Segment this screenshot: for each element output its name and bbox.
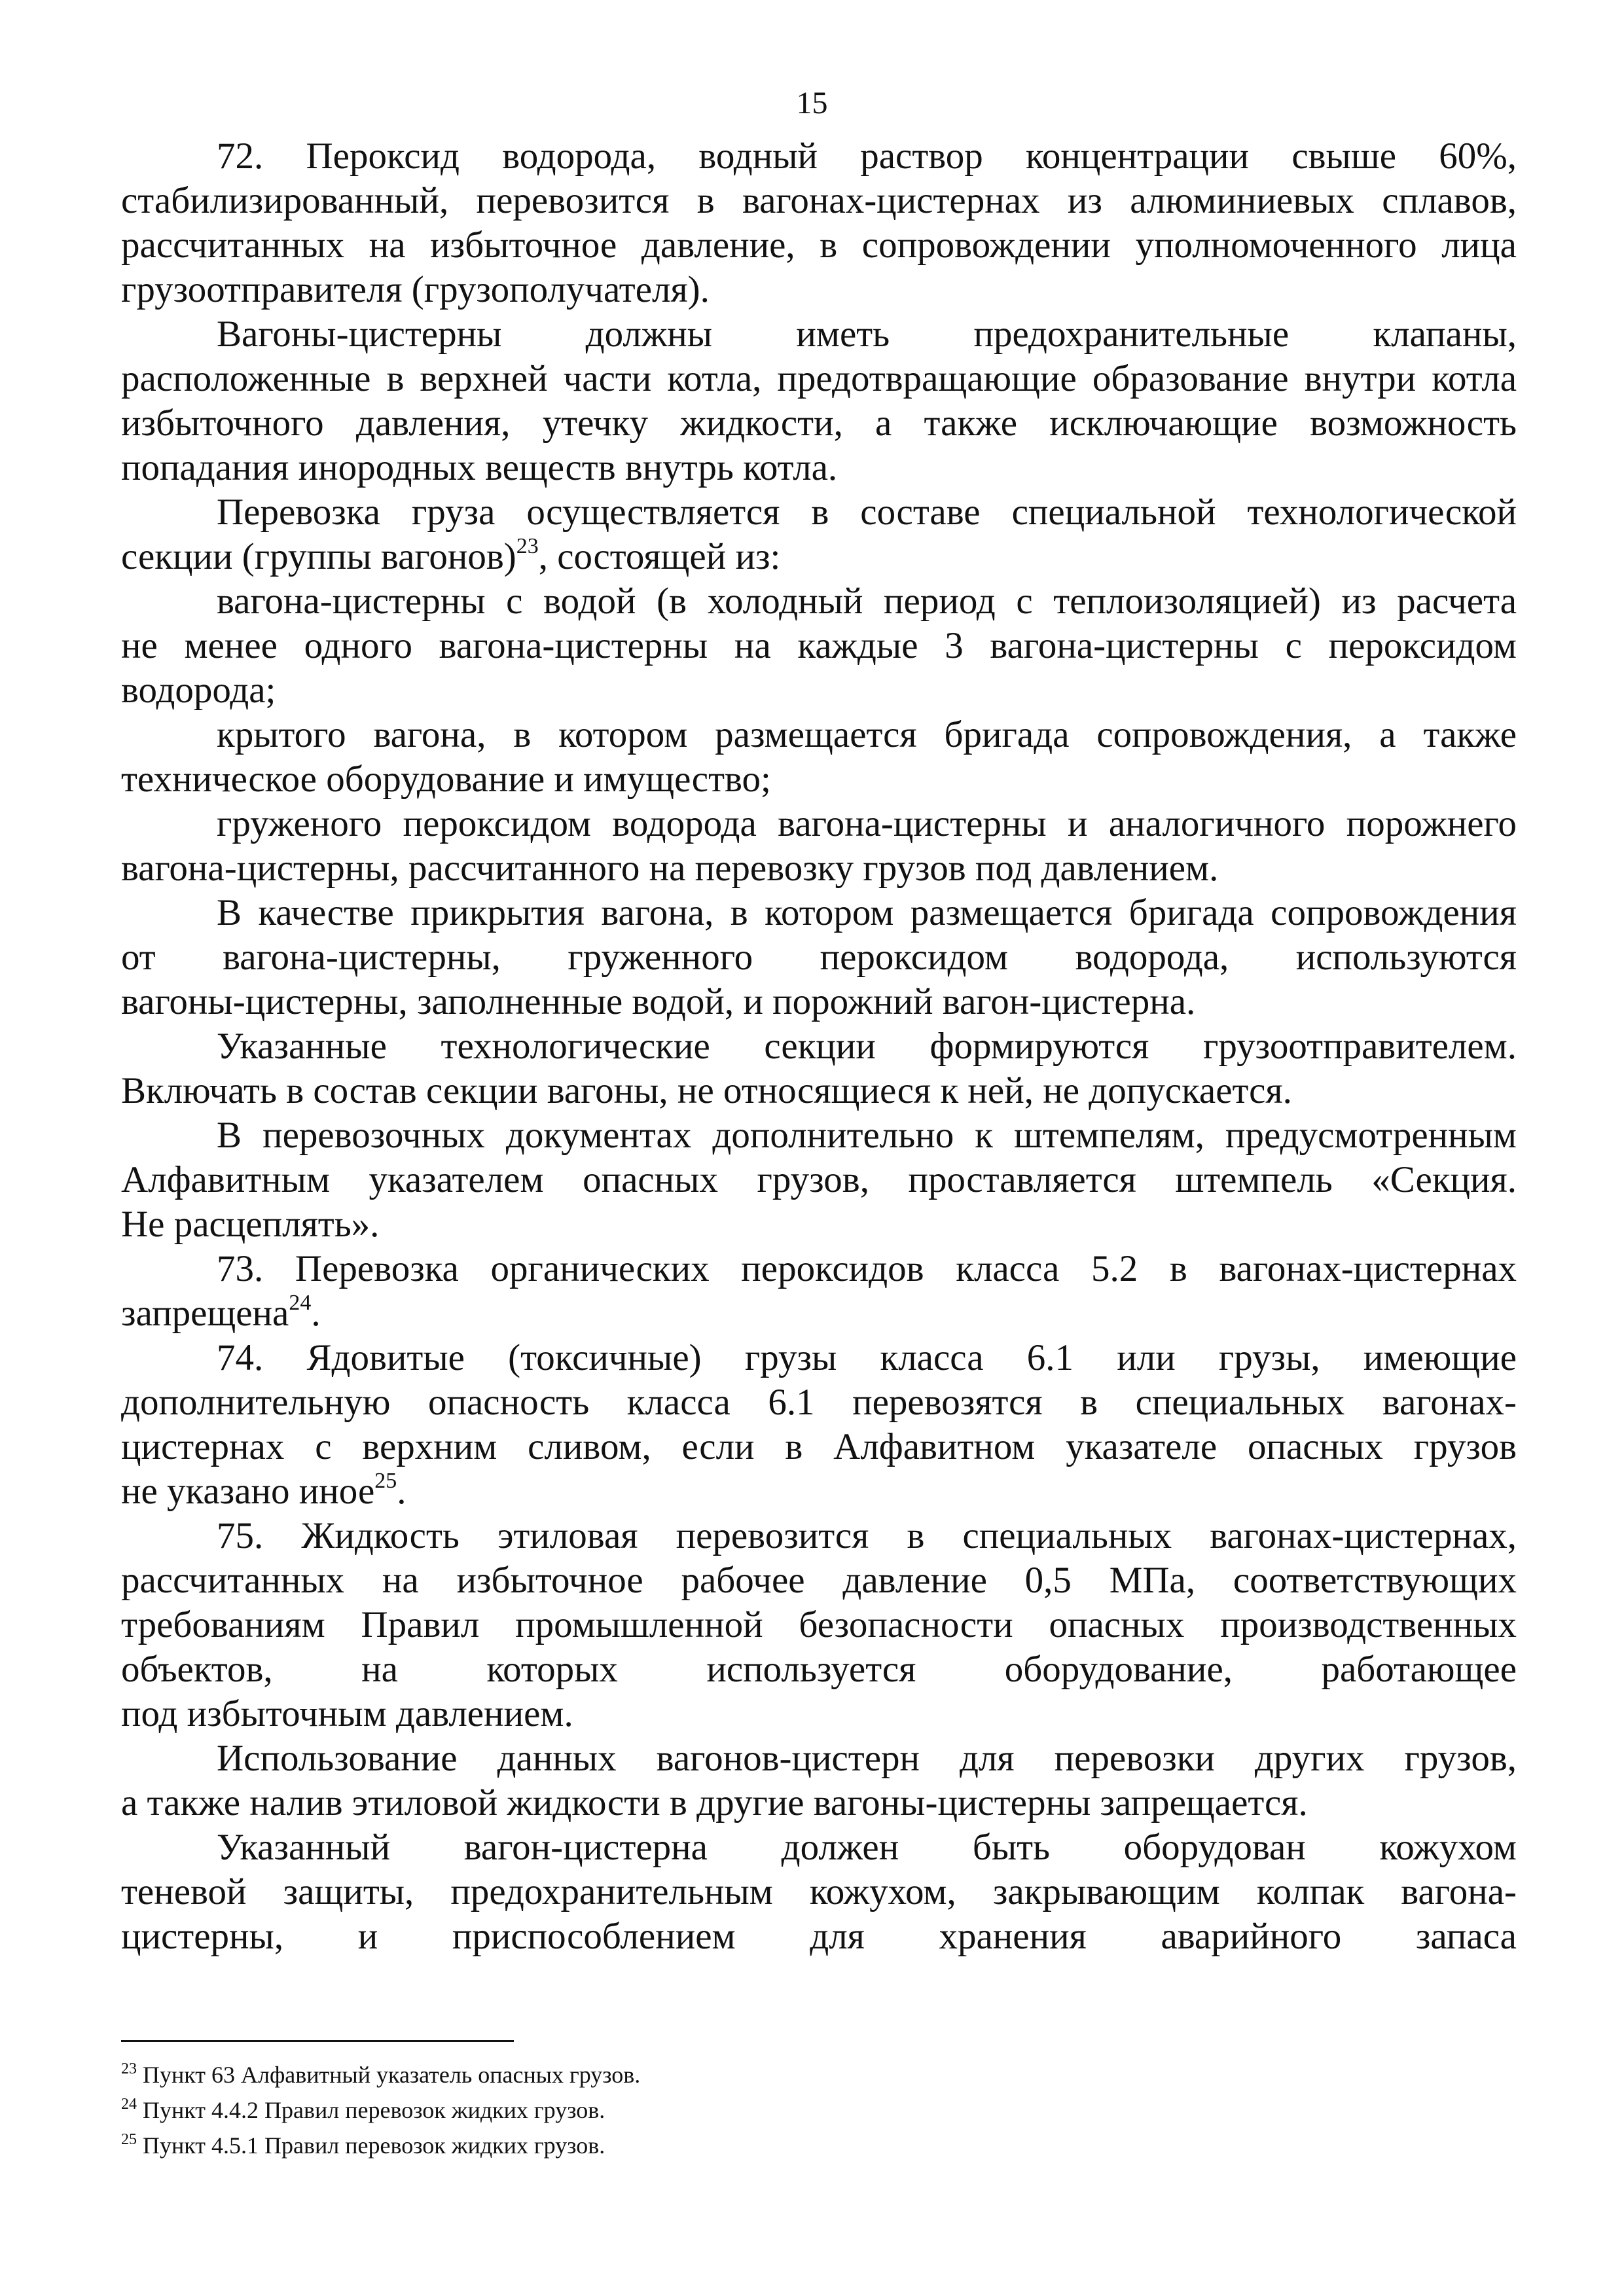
- text-line: [121, 134, 1517, 179]
- text-line: [121, 1425, 1517, 1469]
- text-line-content: дополнительную опасность класса 6.1 перевозятся в специальных вагонах-: [121, 1382, 1517, 1423]
- text-line: [121, 802, 1517, 846]
- text-line: [121, 312, 1517, 357]
- text-line: [121, 891, 1517, 935]
- footnote-number: 25: [121, 2131, 137, 2148]
- paragraph: [121, 1113, 1517, 1247]
- text-line-content: водорода;: [121, 670, 276, 711]
- text-line: [121, 179, 1517, 223]
- footnote: [121, 2057, 1517, 2092]
- footnote-text: Пункт 4.4.2 Правил перевозок жидких грузов.: [137, 2097, 605, 2123]
- footnote-reference: 25: [374, 1469, 397, 1493]
- text-line-content: от вагона-цистерны, груженного пероксидом водорода, используются: [121, 937, 1517, 978]
- text-line: [121, 1647, 1517, 1692]
- text-line-content: секции (группы вагонов): [121, 536, 516, 577]
- footnote-reference: 24: [289, 1291, 312, 1315]
- text-line: [121, 401, 1517, 446]
- paragraph: [121, 891, 1517, 1024]
- footnote-text: Пункт 4.5.1 Правил перевозок жидких грузов.: [137, 2132, 605, 2159]
- text-line-tail: .: [397, 1471, 406, 1512]
- text-line: [121, 1781, 1517, 1825]
- text-line-content: Включать в состав секции вагоны, не относящиеся к ней, не допускается.: [121, 1070, 1292, 1111]
- text-line-content: вагоны-цистерны, заполненные водой, и порожний вагон-цистерна.: [121, 981, 1196, 1022]
- text-line-content: расположенные в верхней части котла, предотвращающие образование внутри котла: [121, 358, 1517, 399]
- text-line: [121, 1469, 1517, 1514]
- footnote: [121, 2092, 1517, 2128]
- text-line-tail: .: [311, 1293, 321, 1334]
- text-line: [121, 624, 1517, 668]
- text-line-content: рассчитанных на избыточное давление, в сопровождении уполномоченного лица: [121, 224, 1517, 266]
- page-number: 15: [796, 86, 828, 120]
- text-line: [121, 1514, 1517, 1558]
- text-line-content: Вагоны-цистерны должны иметь предохранительные клапаны,: [217, 314, 1517, 355]
- text-line-content: груженого пероксидом водорода вагона-цистерны и аналогичного порожнего: [217, 803, 1517, 844]
- text-line-content: а также налив этиловой жидкости в другие вагоны-цистерны запрещается.: [121, 1782, 1308, 1823]
- text-line-content: Указанные технологические секции формируются грузоотправителем.: [217, 1026, 1517, 1067]
- paragraph: [121, 1024, 1517, 1113]
- text-line: [121, 1069, 1517, 1113]
- paragraph: [121, 134, 1517, 312]
- footnote-number: 24: [121, 2096, 137, 2113]
- text-line-content: Указанный вагон-цистерна должен быть оборудован кожухом: [217, 1827, 1517, 1868]
- text-line-content: В перевозочных документах дополнительно к штемпелям, предусмотренным: [217, 1115, 1517, 1156]
- text-line-content: рассчитанных на избыточное рабочее давление 0,5 МПа, соответствующих: [121, 1560, 1517, 1601]
- text-line-content: Использование данных вагонов-цистерн для перевозки других грузов,: [217, 1738, 1517, 1779]
- text-line: [121, 1113, 1517, 1158]
- text-line: [121, 1247, 1517, 1291]
- text-line-content: 75. Жидкость этиловая перевозится в специальных вагонах-цистернах,: [217, 1515, 1517, 1556]
- text-line-content: не менее одного вагона-цистерны на каждые 3 вагона-цистерны с пероксидом: [121, 625, 1517, 666]
- text-line: [121, 757, 1517, 802]
- paragraph: [121, 312, 1517, 490]
- text-line: [121, 1202, 1517, 1247]
- text-line: [121, 1736, 1517, 1781]
- text-line: [121, 1603, 1517, 1647]
- text-line-content: стабилизированный, перевозится в вагонах-цистернах из алюминиевых сплавов,: [121, 180, 1517, 221]
- text-line-content: техническое оборудование и имущество;: [121, 759, 771, 800]
- text-line-content: вагона-цистерны, рассчитанного на перевозку грузов под давлением.: [121, 848, 1219, 889]
- paragraph: [121, 1247, 1517, 1336]
- text-line-content: требованиям Правил промышленной безопасности опасных производственных: [121, 1604, 1517, 1645]
- text-line: [121, 490, 1517, 535]
- text-line-tail: , состоящей из:: [538, 536, 781, 577]
- text-line-content: В качестве прикрытия вагона, в котором размещается бригада сопровождения: [217, 892, 1517, 933]
- text-line-content: Не расцеплять».: [121, 1204, 380, 1245]
- footnote: [121, 2128, 1517, 2163]
- text-line-content: не указано иное: [121, 1471, 375, 1512]
- text-line: [121, 268, 1517, 312]
- paragraph: [121, 1736, 1517, 1825]
- text-line-content: попадания инородных веществ внутрь котла.: [121, 447, 838, 488]
- text-line: [121, 980, 1517, 1024]
- text-line-content: под избыточным давлением.: [121, 1693, 573, 1734]
- text-line: [121, 1380, 1517, 1425]
- paragraph: [121, 1825, 1517, 1959]
- text-line-content: грузоотправителя (грузополучателя).: [121, 269, 710, 310]
- text-line-content: 74. Ядовитые (токсичные) грузы класса 6.1 или грузы, имеющие: [217, 1337, 1517, 1378]
- text-line: [121, 1336, 1517, 1380]
- text-line: [121, 1825, 1517, 1870]
- text-line: [121, 846, 1517, 891]
- text-line-content: Алфавитным указателем опасных грузов, проставляется штемпель «Секция.: [121, 1159, 1517, 1200]
- text-line: [121, 223, 1517, 268]
- text-line: [121, 668, 1517, 713]
- text-line: [121, 446, 1517, 490]
- text-line: [121, 1870, 1517, 1914]
- text-line-content: теневой защиты, предохранительным кожухом, закрывающим колпак вагона-: [121, 1871, 1517, 1912]
- text-line-content: Перевозка груза осуществляется в составе специальной технологической: [217, 492, 1517, 533]
- paragraph: [121, 490, 1517, 579]
- footnote-reference: 23: [516, 534, 539, 558]
- text-line: [121, 1692, 1517, 1736]
- text-line: [121, 535, 1517, 579]
- paragraph: [121, 579, 1517, 713]
- text-line: [121, 1024, 1517, 1069]
- text-line-content: избыточного давления, утечку жидкости, а также исключающие возможность: [121, 403, 1517, 444]
- text-line: [121, 357, 1517, 401]
- text-line-content: цистерны, и приспособлением для хранения аварийного запаса: [121, 1916, 1517, 1957]
- text-line-content: запрещена: [121, 1293, 289, 1334]
- text-line-content: объектов, на которых используется оборудование, работающее: [121, 1649, 1517, 1690]
- paragraph: [121, 802, 1517, 891]
- paragraph: [121, 1336, 1517, 1514]
- text-line-content: цистернах с верхним сливом, если в Алфавитном указателе опасных грузов: [121, 1426, 1517, 1467]
- footnote-separator: [121, 2040, 514, 2042]
- text-line: [121, 1158, 1517, 1202]
- text-line: [121, 1914, 1517, 1959]
- document-body: [121, 134, 1517, 1959]
- paragraph: [121, 713, 1517, 802]
- text-line: [121, 1558, 1517, 1603]
- text-line-content: 72. Пероксид водорода, водный раствор концентрации свыше 60%,: [217, 135, 1517, 177]
- text-line: [121, 579, 1517, 624]
- text-line: [121, 713, 1517, 757]
- text-line: [121, 1291, 1517, 1336]
- footnote-number: 23: [121, 2060, 137, 2077]
- footnotes: [121, 2057, 1517, 2163]
- text-line: [121, 935, 1517, 980]
- paragraph: [121, 1514, 1517, 1736]
- footnote-text: Пункт 63 Алфавитный указатель опасных грузов.: [137, 2062, 641, 2088]
- text-line-content: 73. Перевозка органических пероксидов класса 5.2 в вагонах-цистернах: [217, 1248, 1517, 1289]
- text-line-content: крытого вагона, в котором размещается бригада сопровождения, а также: [217, 714, 1517, 755]
- text-line-content: вагона-цистерны с водой (в холодный период с теплоизоляцией) из расчета: [217, 581, 1517, 622]
